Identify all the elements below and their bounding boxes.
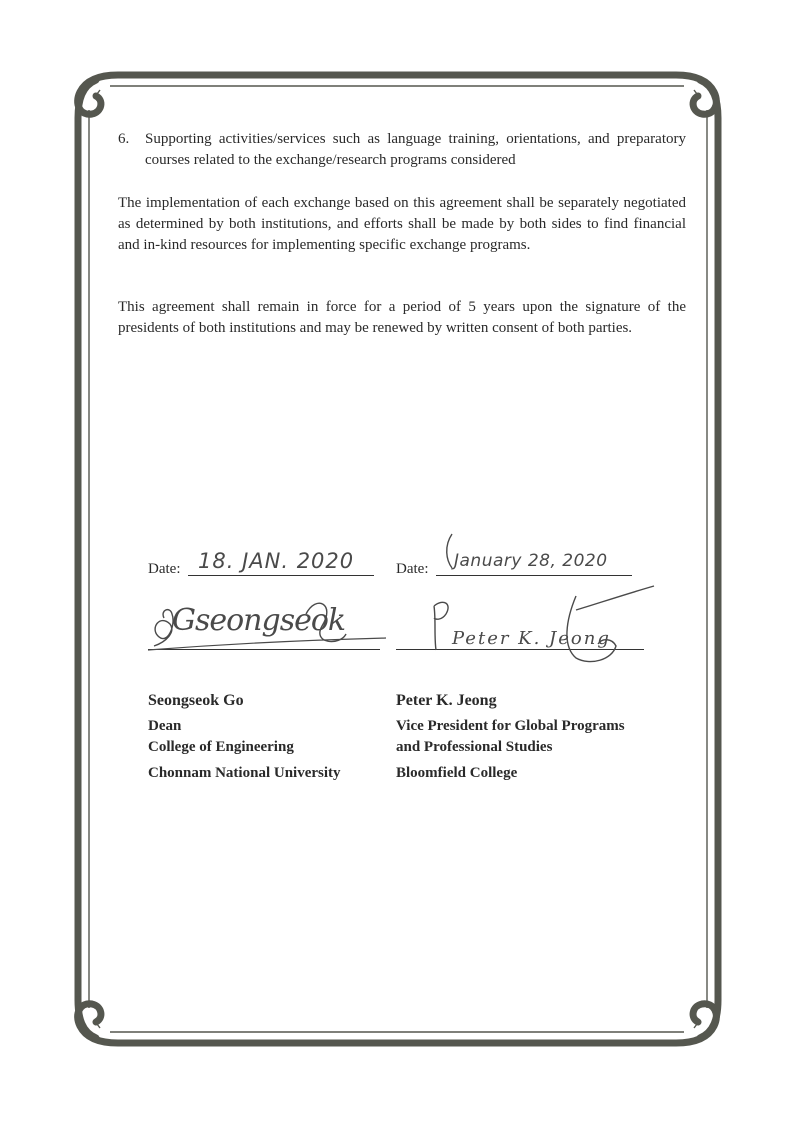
signatory-title: Vice President for Global Programs xyxy=(396,718,625,734)
signature-image xyxy=(426,580,666,670)
implementation-paragraph: The implementation of each exchange based on this agreement shall be separately negotiated as determined by both institutions, and efforts shall be made by both sides to find financial and in-kind resources for implementing specific exchange programs. xyxy=(118,195,686,253)
svg-text:Peter K. Jeong: Peter K. Jeong xyxy=(452,628,611,649)
signatory-name: Peter K. Jeong xyxy=(396,692,497,709)
signature-block-left xyxy=(148,540,408,781)
corner-ornament-top-right xyxy=(676,75,718,118)
svg-text:Gseongseok: Gseongseok xyxy=(172,603,346,638)
list-item-text: Supporting activities/services such as language training, orientations, and preparatory courses related to the exchange/research programs considered xyxy=(145,131,686,168)
corner-ornament-bottom-left xyxy=(78,1000,118,1043)
list-item-number: 6. xyxy=(118,131,130,147)
signatory-institution: Chonnam National University xyxy=(148,765,341,781)
list-item-6 xyxy=(118,129,686,171)
date-label: Date: xyxy=(396,561,429,577)
date-label: Date: xyxy=(148,561,181,577)
corner-ornament-top-left xyxy=(78,75,118,118)
handwritten-date xyxy=(196,540,386,576)
signatory-title-continued: and Professional Studies xyxy=(396,739,553,755)
signature-image xyxy=(146,584,396,664)
signatory-department: College of Engineering xyxy=(148,739,294,755)
signatory-name: Seongseok Go xyxy=(148,692,244,709)
corner-ornament-bottom-right xyxy=(676,1000,718,1043)
handwritten-date xyxy=(440,530,650,580)
term-paragraph: This agreement shall remain in force for a period of 5 years upon the signature of the presidents of both institutions and may be renewed by written consent of both parties. xyxy=(118,299,686,336)
signatory-title: Dean xyxy=(148,718,182,734)
svg-text:18. JAN. 2020: 18. JAN. 2020 xyxy=(198,549,355,573)
signatory-institution: Bloomfield College xyxy=(396,765,518,781)
svg-text:January 28, 2020: January 28, 2020 xyxy=(454,551,608,571)
signature-block-right xyxy=(396,540,656,781)
